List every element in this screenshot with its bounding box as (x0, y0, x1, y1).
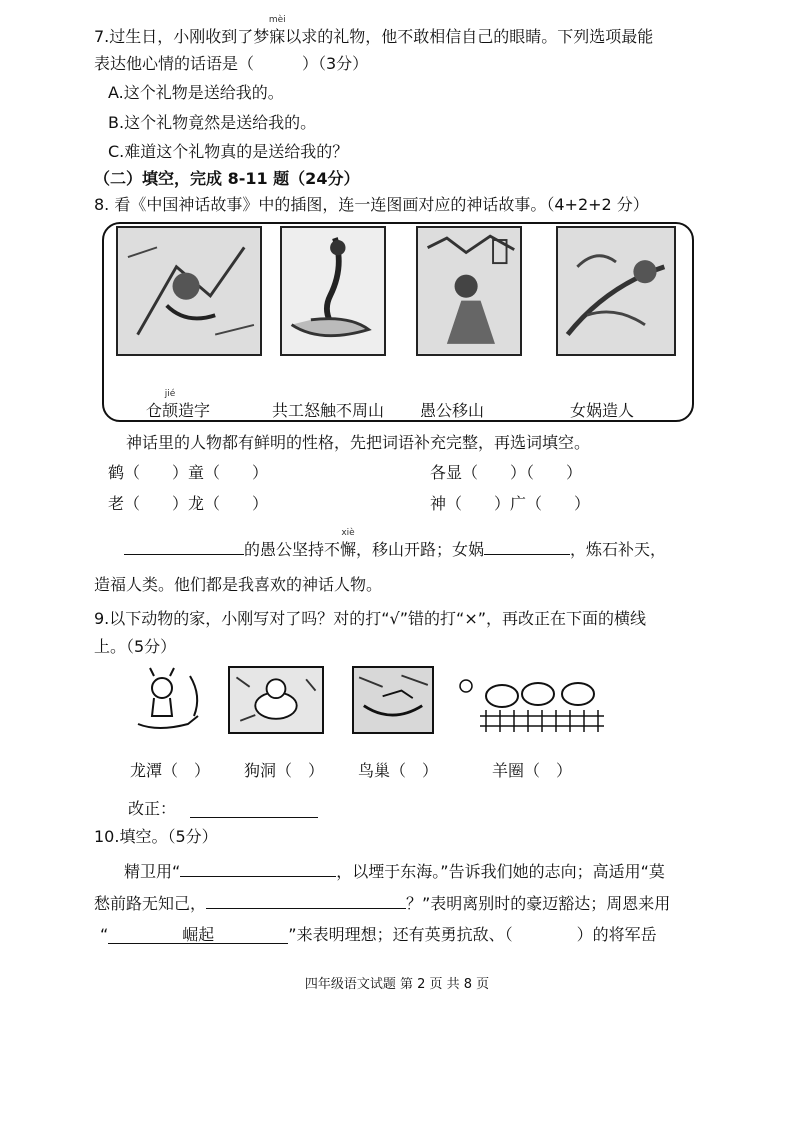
illustration-yugong[interactable] (416, 226, 522, 356)
dragon-icon (128, 666, 206, 734)
dog-icon (230, 668, 322, 732)
q8-idiom-right-row2[interactable]: 神（ ）广（ ） (430, 494, 591, 513)
q10-line2 (94, 892, 670, 915)
caption-1-pinyin: jié (164, 389, 176, 399)
q10-l1-text-a: 精卫用“ (124, 862, 181, 881)
q10-blank-gaoshi[interactable] (206, 892, 406, 909)
q7-text-b: 以求的礼物，他不敢相信自己的眼睛。下列选项最能 (285, 27, 654, 46)
caption-1-ruby (162, 389, 179, 422)
q8-instruction: 神话里的人物都有鲜明的性格，先把词语补充完整，再选词填空。 (126, 433, 591, 452)
q7-option-a: A.这个礼物是送给我的。 (108, 83, 284, 102)
xie-pinyin: xiè (341, 528, 355, 538)
page-footer: 四年级语文试题 第 2 页 共 8 页 (304, 977, 490, 992)
q8-caption-3[interactable]: 愚公移山 (420, 401, 485, 420)
q9-item-bird[interactable]: 鸟巢（ ） (358, 761, 439, 780)
q10-blank-zhou[interactable] (108, 927, 288, 944)
q8-title: 8. 看《中国神话故事》中的插图，连一连图画对应的神话故事。（4+2+2 分） (94, 195, 649, 214)
fill-text-b: ，移山开路；女娲 (356, 540, 485, 559)
q7-mei-pinyin: mèi (268, 15, 286, 25)
q8-caption-2[interactable]: 共工怒触不周山 (272, 401, 385, 420)
q9-line2: 上。（5分） (94, 637, 177, 656)
q10-l2-text-b: ？”表明离别时的豪迈豁达；周恩来用 (406, 894, 671, 913)
illustration-cangjie[interactable] (116, 226, 262, 356)
illustration-nvwa[interactable] (556, 226, 676, 356)
dog-picture (228, 666, 324, 734)
bird-nest-icon (354, 668, 432, 732)
q8-idiom-right-row1[interactable]: 各显（ ）（ ） (430, 463, 583, 482)
q10-l3-text-b: ”来表明理想；还有英勇抗敌、（ ）的将军岳 (288, 925, 657, 944)
gonggong-drawing-icon (282, 228, 384, 354)
q7-option-c: C.难道这个礼物真的是送给我的？ (108, 142, 349, 161)
cangjie-drawing-icon (118, 228, 260, 354)
bird-nest-picture (352, 666, 434, 734)
q10-blank-jingwei[interactable] (180, 860, 336, 877)
q8-caption-4[interactable]: 女娲造人 (570, 401, 635, 420)
section2-title: （二）填空，完成 8-11 题（24分） (94, 169, 360, 188)
q9-item-sheep[interactable]: 羊圈（ ） (492, 761, 573, 780)
caption-1-ruby-char: 颉 (162, 401, 179, 420)
q8-caption-1[interactable] (146, 389, 211, 422)
q7-ruby-mei (268, 15, 286, 48)
illustration-gonggong[interactable] (280, 226, 386, 356)
fill-text-c: ，炼石补天， (570, 540, 667, 559)
q8-fill-line1 (124, 528, 667, 561)
fill-text-a: 的愚公坚持不 (244, 540, 341, 559)
q8-fill-line2: 造福人类。他们都是我喜欢的神话人物。 (94, 575, 383, 594)
q7-line2: 表达他心情的话语是（ ）（3分） (94, 54, 369, 73)
xie-ruby (340, 528, 357, 561)
q7-mei-char: 寐 (269, 27, 286, 46)
handwritten-answer: 崛起 (182, 925, 215, 944)
caption-1-post: 造字 (178, 401, 211, 420)
sheep-pen-picture (456, 672, 606, 734)
q10-l1-text-b: ，以堙于东海。”告诉我们她的志向；高适用“莫 (336, 862, 665, 881)
dragon-picture (128, 666, 206, 734)
q8-idiom-left-row1[interactable]: 鹤（ ）童（ ） (108, 463, 269, 482)
q9-correction (128, 798, 176, 820)
q7-text-a: 7.过生日，小刚收到了梦 (94, 27, 270, 46)
caption-1-pre: 仓 (146, 401, 163, 420)
q8-idiom-left-row2[interactable]: 老（ ）龙（ ） (108, 494, 269, 513)
q10-l2-text-a: 愁前路无知己， (94, 894, 207, 913)
blank-nvwa-trait[interactable] (484, 538, 570, 555)
q9-item-dragon[interactable]: 龙潭（ ） (130, 761, 211, 780)
q10-l3-text-a: “ (100, 925, 109, 944)
blank-yugong-trait[interactable] (124, 538, 244, 555)
q9-item-dog[interactable]: 狗洞（ ） (244, 761, 325, 780)
q10-line1 (124, 860, 665, 883)
yugong-drawing-icon (418, 228, 520, 354)
correction-blank[interactable] (190, 817, 318, 818)
q7-option-b: B.这个礼物竟然是送给我的。 (108, 113, 317, 132)
q9-line1: 9.以下动物的家，小刚写对了吗？对的打“√”错的打“×”，再改正在下面的横线 (94, 609, 647, 628)
xie-char: 懈 (340, 540, 357, 559)
q10-line3 (100, 924, 657, 946)
nvwa-drawing-icon (558, 228, 674, 354)
correction-label: 改正： (128, 799, 177, 818)
q7-line1 (94, 15, 654, 48)
sheep-icon (456, 672, 606, 734)
q10-title: 10.填空。（5分） (94, 827, 218, 846)
